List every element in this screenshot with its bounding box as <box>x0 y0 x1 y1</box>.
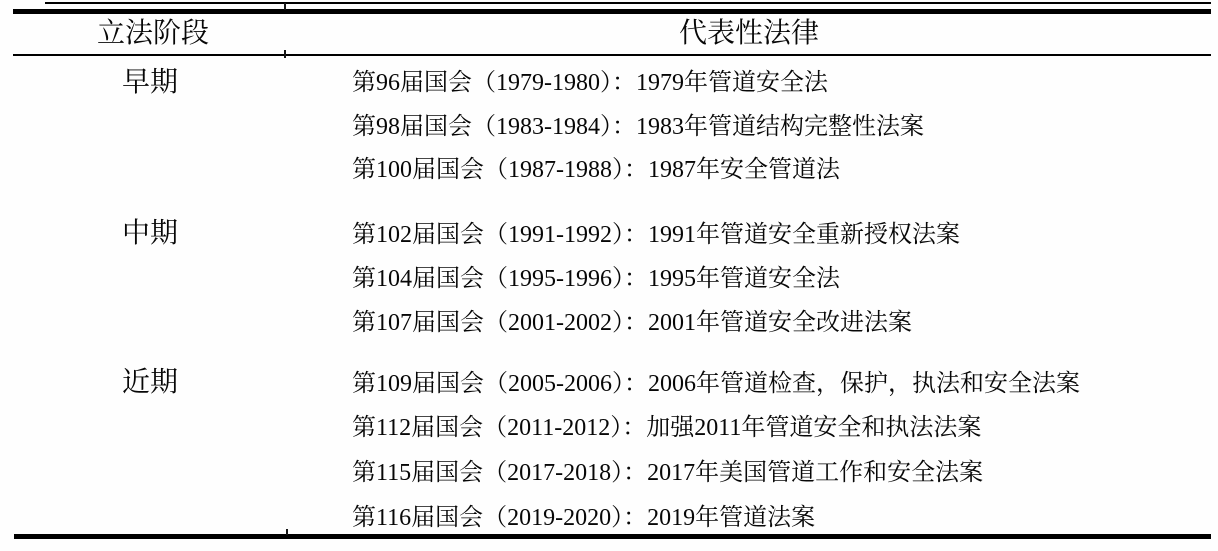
table-top-thick-rule <box>13 9 1211 14</box>
law-list-early <box>352 58 1218 189</box>
column-border-tick-top <box>284 3 286 10</box>
law-list-middle <box>352 209 1218 341</box>
column-header-stage: 立法阶段 <box>96 18 209 49</box>
table-row: 第100届国会（1987-1988）：1987年安全管道法 <box>352 157 840 184</box>
table-row: 第104届国会（1995-1996）：1995年管道安全法 <box>352 265 840 292</box>
table-row: 第116届国会（2019-2020）：2019年管道法案 <box>352 504 816 531</box>
stage-label-early: 早期 <box>121 66 178 98</box>
table-row: 第107届国会（2001-2002）：2001年管道安全改进法案 <box>352 309 912 336</box>
table-row: 第96届国会（1979-1980）：1979年管道安全法 <box>352 70 828 97</box>
stage-label-recent: 近期 <box>121 367 178 399</box>
table-top-thin-rule <box>45 2 1211 4</box>
table-row: 第102届国会（1991-1992）：1991年管道安全重新授权法案 <box>352 221 960 248</box>
table-row: 第98届国会（1983-1984）：1983年管道结构完整性法案 <box>352 113 924 140</box>
table-row: 第112届国会（2011-2012）：加强2011年管道安全和执法法案 <box>352 415 982 442</box>
column-header-laws: 代表性法律 <box>678 18 819 49</box>
table-row: 第115届国会（2017-2018）：2017年美国管道工作和安全法案 <box>352 459 984 486</box>
column-border-tick-bottom <box>286 529 288 535</box>
table-row: 第109届国会（2005-2006）：2006年管道检查，保护，执法和安全法案 <box>352 370 1080 397</box>
table-header-rule <box>13 54 1211 56</box>
law-list-recent <box>352 358 1218 536</box>
stage-label-middle: 中期 <box>121 218 178 249</box>
